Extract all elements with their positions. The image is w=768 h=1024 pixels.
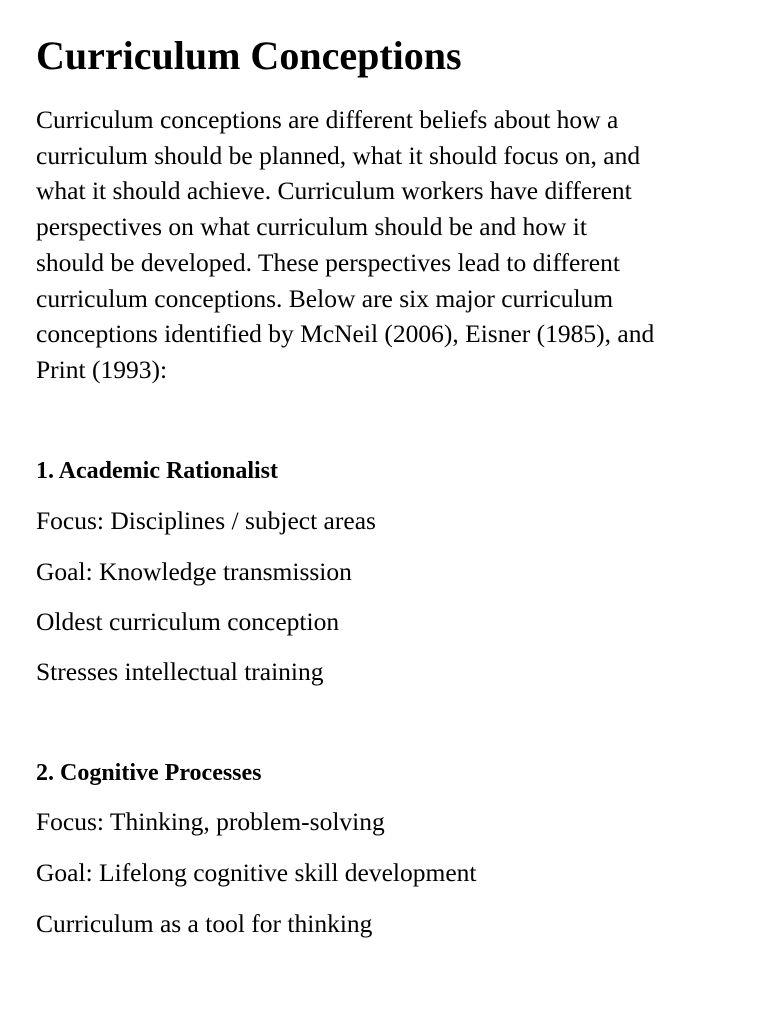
intro-paragraph xyxy=(36,102,736,388)
section-line: Goal: Lifelong cognitive skill development xyxy=(36,858,477,887)
section-line: Focus: Disciplines / subject areas xyxy=(36,506,376,535)
page-title: Curriculum Conceptions xyxy=(36,33,462,78)
intro-line: conceptions identified by McNeil (2006), Eisner (1985), and xyxy=(36,319,655,349)
intro-line: Curriculum conceptions are different beliefs about how a xyxy=(36,105,619,134)
section-heading: 1. Academic Rationalist xyxy=(36,458,278,484)
section-line: Stresses intellectual training xyxy=(36,657,324,686)
intro-line: Print (1993): xyxy=(36,354,168,384)
intro-line: what it should achieve. Curriculum workers have different xyxy=(36,176,632,206)
section-line: Curriculum as a tool for thinking xyxy=(36,909,373,938)
intro-line: should be developed. These perspectives lead to different xyxy=(36,247,620,277)
section-line: Focus: Thinking, problem-solving xyxy=(36,807,385,836)
intro-line: perspectives on what curriculum should be and how it xyxy=(36,212,587,242)
section-line: Oldest curriculum conception xyxy=(36,607,340,636)
section-heading: 2. Cognitive Processes xyxy=(36,760,262,786)
intro-line: curriculum conceptions. Below are six major curriculum xyxy=(36,283,614,313)
section-line: Goal: Knowledge transmission xyxy=(36,557,352,586)
intro-line: curriculum should be planned, what it should focus on, and xyxy=(36,140,641,170)
